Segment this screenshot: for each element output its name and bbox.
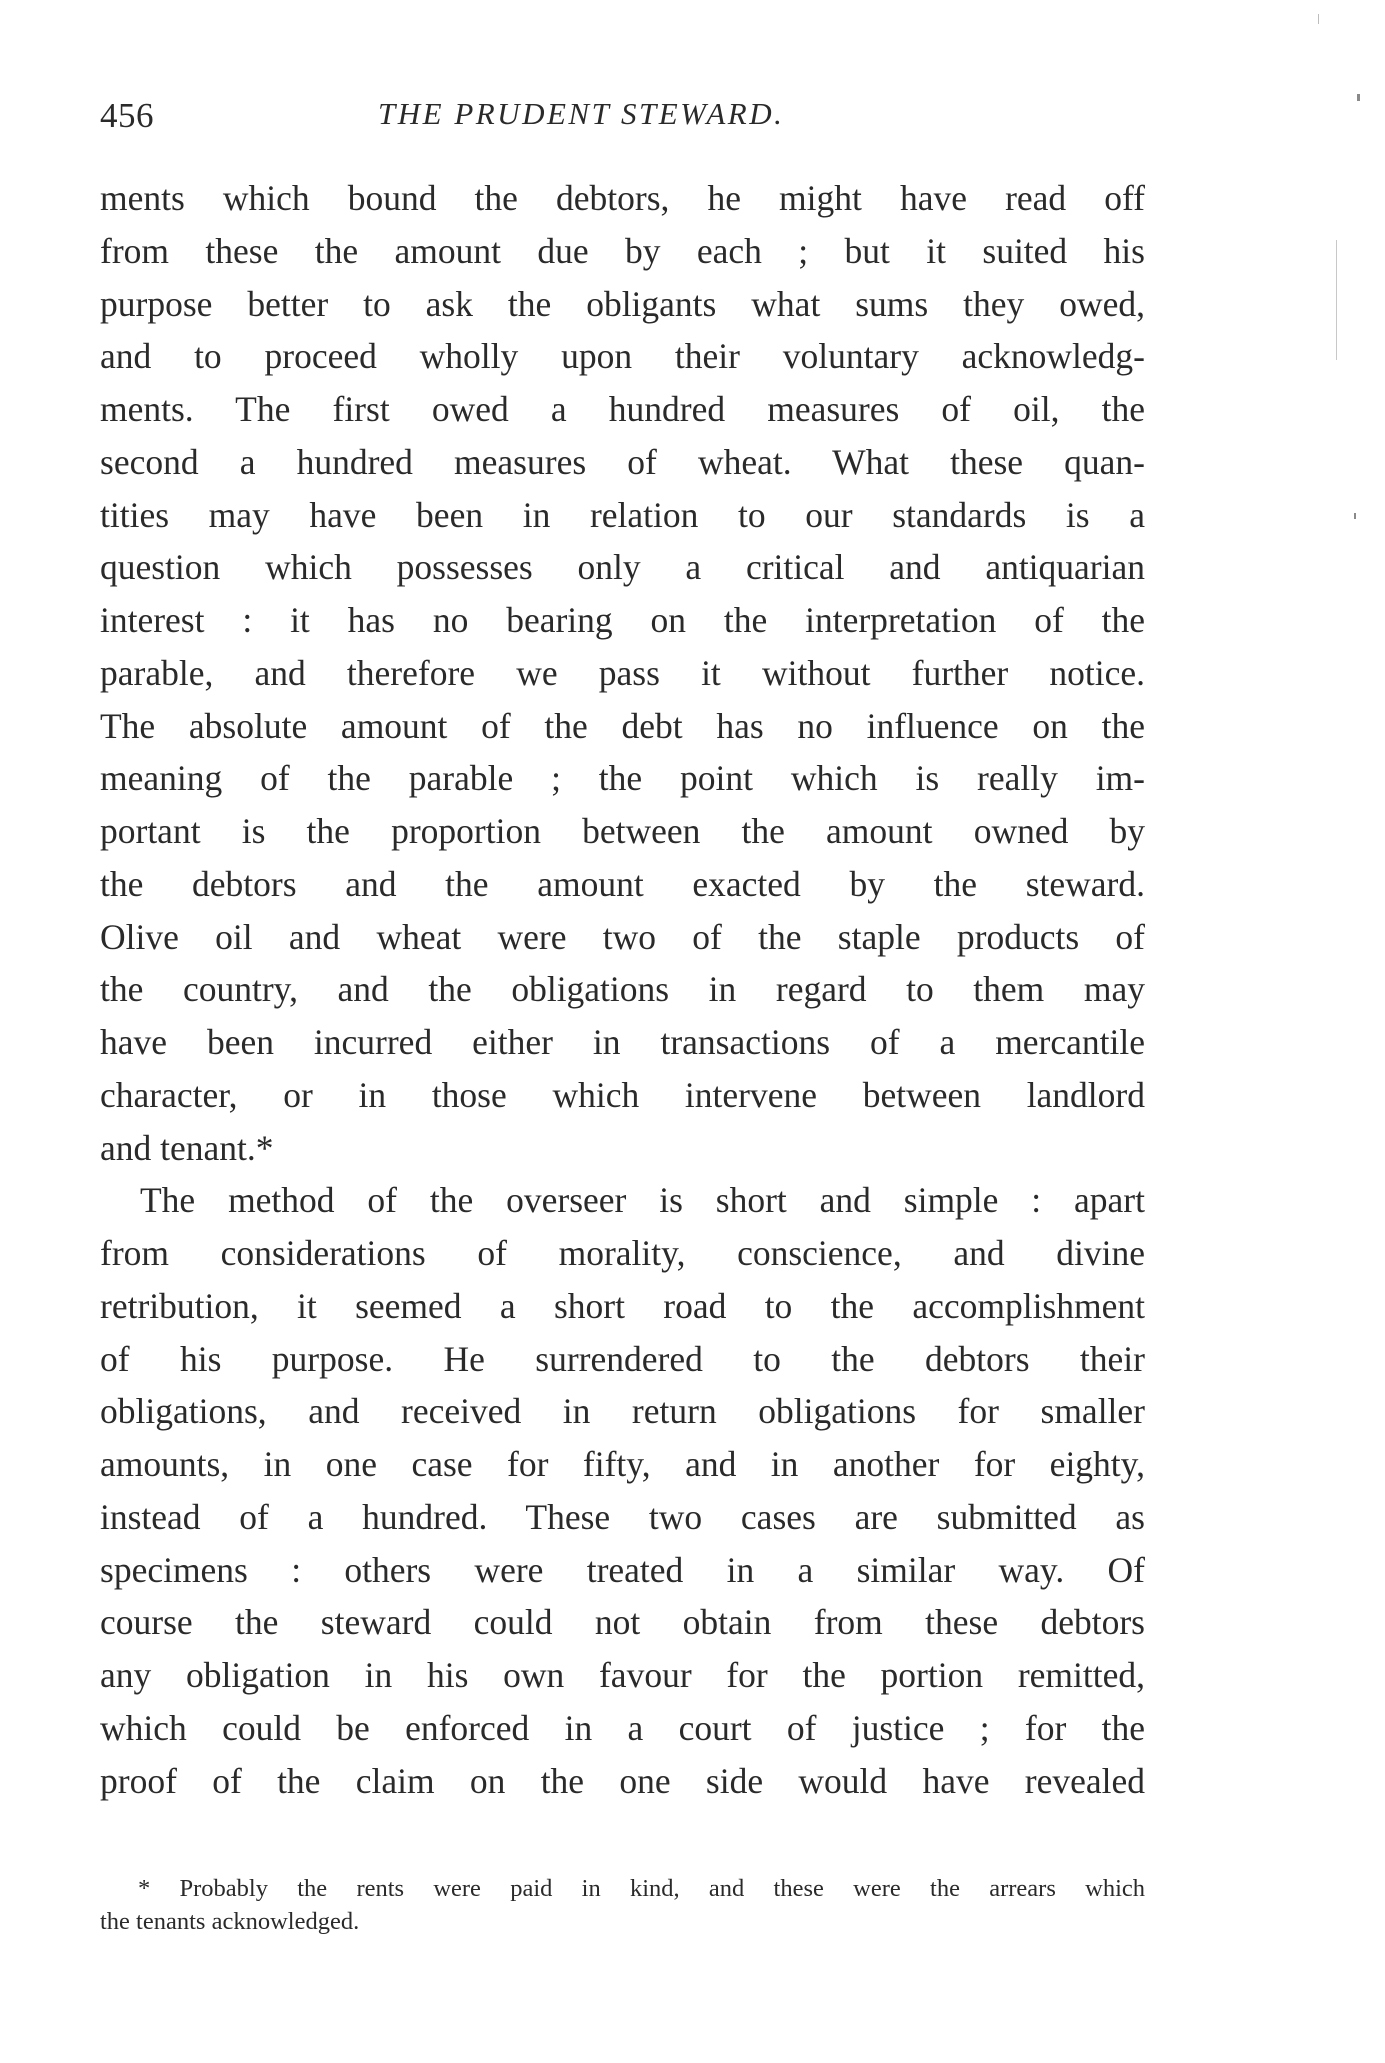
body-line: any obligation in his own favour for the portion remitted, <box>100 1655 1145 1695</box>
body-line: The absolute amount of the debt has no influence on the <box>100 705 1145 746</box>
body-line: meaning of the parable ; the point which is really im- <box>100 758 1145 799</box>
body-line: from considerations of morality, conscience, and divine <box>100 1233 1145 1273</box>
body-line: question which possesses only a critical and antiquarian <box>100 547 1145 588</box>
running-head <box>100 96 1145 146</box>
body-line: have been incurred either in transactions of a mercantile <box>100 1022 1145 1062</box>
body-line: of his purpose. He surrendered to the debtors their <box>100 1338 1145 1379</box>
page-number: 456 <box>100 96 154 135</box>
body-line: ments which bound the debtors, he might have read off <box>100 178 1145 218</box>
body-line: character, or in those which intervene between landlord <box>100 1074 1145 1115</box>
body-line: ments. The first owed a hundred measures of oil, the <box>100 389 1145 429</box>
scan-speck <box>1357 94 1360 101</box>
body-line: proof of the claim on the one side would have revealed <box>100 1760 1145 1801</box>
footnote-line: the tenants acknowledged. <box>100 1908 360 1935</box>
footnote <box>100 1872 1145 1938</box>
body-line: the debtors and the amount exacted by the steward. <box>100 863 1145 904</box>
body-line: obligations, and received in return obligations for smaller <box>100 1391 1145 1432</box>
body-line: which could be enforced in a court of justice ; for the <box>100 1707 1145 1748</box>
scan-speck <box>1336 240 1337 360</box>
body-line: course the steward could not obtain from these debtors <box>100 1602 1145 1643</box>
body-line: from these the amount due by each ; but it suited his <box>100 230 1145 271</box>
body-line: parable, and therefore we pass it without further notice. <box>100 652 1145 693</box>
running-title: THE PRUDENT STEWARD. <box>378 96 785 131</box>
body-line: the country, and the obligations in regard to them may <box>100 969 1145 1010</box>
body-text <box>100 172 1145 1807</box>
body-line: retribution, it seemed a short road to the accomplishment <box>100 1285 1145 1326</box>
scan-speck <box>1318 14 1319 24</box>
body-line: and to proceed wholly upon their voluntary acknowledg- <box>100 336 1145 377</box>
footnote-line: * Probably the rents were paid in kind, and these were the arrears which <box>138 1875 1145 1902</box>
body-line: specimens : others were treated in a similar way. Of <box>100 1549 1145 1590</box>
paragraph-end-line: and tenant.* <box>100 1127 274 1168</box>
body-line: interest : it has no bearing on the interpretation of the <box>100 600 1145 640</box>
body-line: purpose better to ask the obligants what sums they owed, <box>100 283 1145 324</box>
body-line: second a hundred measures of wheat. What these quan- <box>100 441 1145 482</box>
body-line: portant is the proportion between the amount owned by <box>100 811 1145 851</box>
scan-speck <box>1354 513 1356 519</box>
paragraph-start-line: The method of the overseer is short and simple : apart <box>140 1180 1145 1221</box>
body-line: instead of a hundred. These two cases are submitted as <box>100 1496 1145 1537</box>
body-line: amounts, in one case for fifty, and in another for eighty, <box>100 1444 1145 1484</box>
body-line: tities may have been in relation to our standards is a <box>100 494 1145 535</box>
body-line: Olive oil and wheat were two of the staple products of <box>100 916 1145 957</box>
